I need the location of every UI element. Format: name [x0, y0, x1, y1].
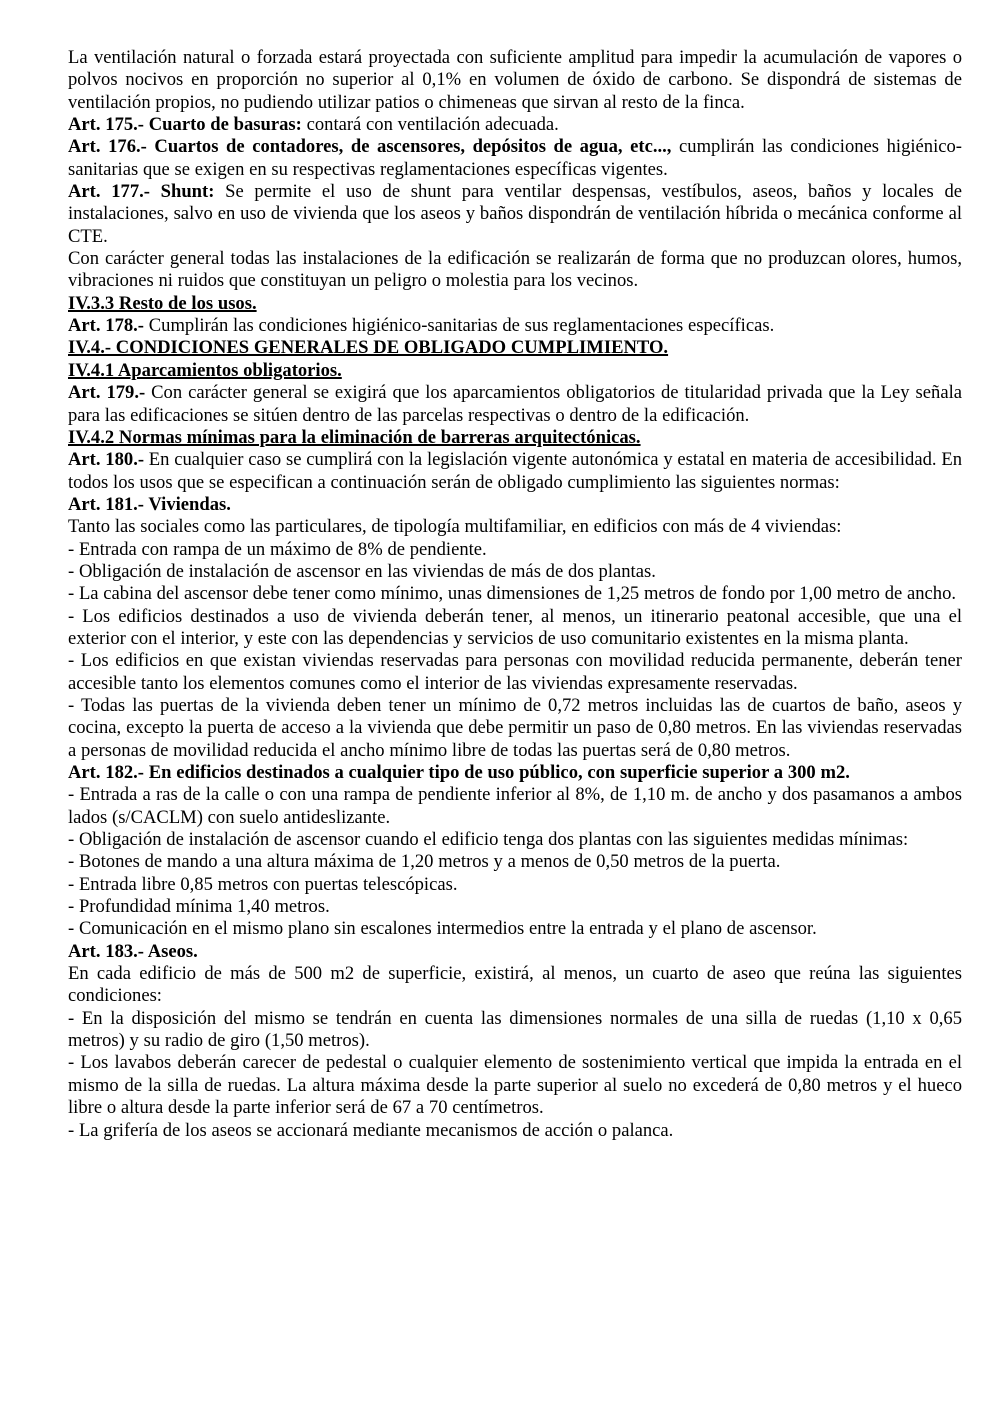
article-175	[68, 114, 962, 136]
heading-article-181: Art. 181.- Viviendas.	[68, 493, 231, 515]
list-item-183-1: - En la disposición del mismo se tendrán en cuenta las dimensiones normales de una silla de ruedas (1,10 x 0,65 metros) y su radio de giro (1,50 metros).	[68, 1007, 962, 1052]
list-item-183-2: - Los lavabos deberán carecer de pedestal o cualquier elemento de sostenimiento vertical que impida la entrada en el mismo de la silla de ruedas. La altura máxima desde la parte superior al suelo no excederá de 0,80 metros y el hueco libre o altura desde la parte inferior será de 67 a 70 centímetros.	[68, 1052, 962, 1119]
article-176-lead: Art. 176.- Cuartos de contadores, de ascensores, depósitos de agua, etc...,	[68, 136, 672, 158]
article-178-lead: Art. 178.-	[68, 315, 145, 337]
article-175-lead: Art. 175.- Cuarto de basuras:	[68, 114, 302, 136]
article-179-text: Con carácter general se exigirá que los aparcamientos obligatorios de titularidad privada que la Ley señala para las edificaciones se sitúen dentro de las parcelas respectivas o dentro de la edificación.	[68, 382, 962, 426]
article-177-lead: Art. 177.- Shunt:	[68, 181, 215, 203]
article-180	[68, 449, 962, 494]
article-178-text: Cumplirán las condiciones higiénico-sanitarias de sus reglamentaciones específicas.	[144, 315, 775, 337]
heading-iv-4-2	[68, 427, 962, 449]
article-178	[68, 315, 962, 337]
heading-iv-4	[68, 337, 962, 359]
heading-iv-4-1	[68, 360, 962, 382]
heading-iv-3-3	[68, 293, 962, 315]
list-item-182-1: - Entrada a ras de la calle o con una rampa de pendiente inferior al 8%, de 1,10 m. de ancho y dos pasamanos a ambos lados (s/CACLM) con suelo antideslizante.	[68, 784, 962, 828]
heading-article-183: Art. 183.- Aseos.	[68, 940, 198, 962]
article-177	[68, 181, 962, 248]
article-176	[68, 136, 962, 181]
article-176-text: cumplirán las condiciones higiénico-sanitarias que se exigen en su respectivas reglamentaciones específicas vigentes.	[68, 136, 962, 180]
paragraph-183-intro: En cada edificio de más de 500 m2 de superficie, existirá, al menos, un cuarto de aseo que reúna las siguientes condiciones:	[68, 963, 962, 1007]
list-item-181-4: - Los edificios destinados a uso de vivienda deberán tener, al menos, un itinerario peatonal accesible, que una el exterior con el interior, y este con las dependencias y servicios de uso comunitario existentes en la misma planta.	[68, 605, 962, 649]
document-text-body	[68, 47, 962, 1142]
heading-iv-4-1-label: IV.4.1 Aparcamientos obligatorios.	[68, 359, 342, 381]
article-179	[68, 382, 962, 427]
article-180-text: En cualquier caso se cumplirá con la legislación vigente autonómica y estatal en materia de accesibilidad. En todos los usos que se especifican a continuación serán de obligado cumplimiento las siguientes normas:	[68, 449, 962, 493]
list-item-181-5: - Los edificios en que existan viviendas reservadas para personas con movilidad reducida permanente, deberán tener accesible tanto los elementos comunes como el interior de las viviendas expresamente reservadas.	[68, 650, 962, 694]
list-item-181-2: - Obligación de instalación de ascensor en las viviendas de más de dos plantas.	[68, 560, 656, 582]
heading-iv-3-3-label: IV.3.3 Resto de los usos.	[68, 292, 257, 314]
list-item-182-5: - Profundidad mínima 1,40 metros.	[68, 896, 330, 918]
paragraph-caracter-general: Con carácter general todas las instalaciones de la edificación se realizarán de forma que no produzcan olores, humos, vibraciones ni ruidos que constituyan un peligro o molestia para los vecinos.	[68, 248, 962, 292]
heading-iv-4-2-label: IV.4.2 Normas mínimas para la eliminación de barreras arquitectónicas.	[68, 426, 641, 448]
article-175-text: contará con ventilación adecuada.	[301, 114, 559, 136]
list-item-181-1: - Entrada con rampa de un máximo de 8% de pendiente.	[68, 538, 487, 560]
list-item-182-6: - Comunicación en el mismo plano sin escalones intermedios entre la entrada y el plano de ascensor.	[68, 918, 817, 940]
heading-article-182: Art. 182.- En edificios destinados a cualquier tipo de uso público, con superficie superior a 300 m2.	[68, 762, 850, 783]
list-item-183-3: - La grifería de los aseos se accionará mediante mecanismos de acción o palanca.	[68, 1119, 674, 1141]
list-item-181-3: - La cabina del ascensor debe tener como mínimo, unas dimensiones de 1,25 metros de fondo por 1,00 metro de ancho.	[68, 583, 957, 605]
article-177-text: Se permite el uso de shunt para ventilar despensas, vestíbulos, aseos, baños y locales de instalaciones, salvo en uso de vivienda que los aseos y baños dispondrán de ventilación híbrida o mecánica conforme al CTE.	[68, 181, 962, 247]
list-item-182-2: - Obligación de instalación de ascensor cuando el edificio tenga dos plantas con las siguientes medidas mínimas:	[68, 829, 909, 851]
article-180-lead: Art. 180.-	[68, 449, 145, 471]
list-item-181-6: - Todas las puertas de la vivienda deben tener un mínimo de 0,72 metros incluidas las de cuartos de baño, aseos y cocina, excepto la puerta de acceso a la vivienda que debe permitir un paso de 0,80 metros. En las viviendas reservadas a personas de movilidad reducida el ancho mínimo libre de todas las puertas será de 0,80 metros.	[68, 694, 962, 761]
paragraph-tanto-sociales: Tanto las sociales como las particulares, de tipología multifamiliar, en edificios con más de 4 viviendas:	[68, 516, 842, 538]
article-179-lead: Art. 179.-	[68, 382, 146, 404]
list-item-182-4: - Entrada libre 0,85 metros con puertas telescópicas.	[68, 873, 458, 895]
heading-iv-4-label: IV.4.- CONDICIONES GENERALES DE OBLIGADO CUMPLIMIENTO.	[68, 337, 669, 359]
paragraph-ventilacion: La ventilación natural o forzada estará proyectada con suficiente amplitud para impedir la acumulación de vapores o polvos nocivos en proporción no superior al 0,1% en volumen de óxido de carbono. Se dispondrá de sistemas de ventilación propios, no pudiendo utilizar patios o chimeneas que sirvan al resto de la finca.	[68, 47, 962, 113]
list-item-182-3: - Botones de mando a una altura máxima de 1,20 metros y a menos de 0,50 metros de la puerta.	[68, 851, 781, 873]
